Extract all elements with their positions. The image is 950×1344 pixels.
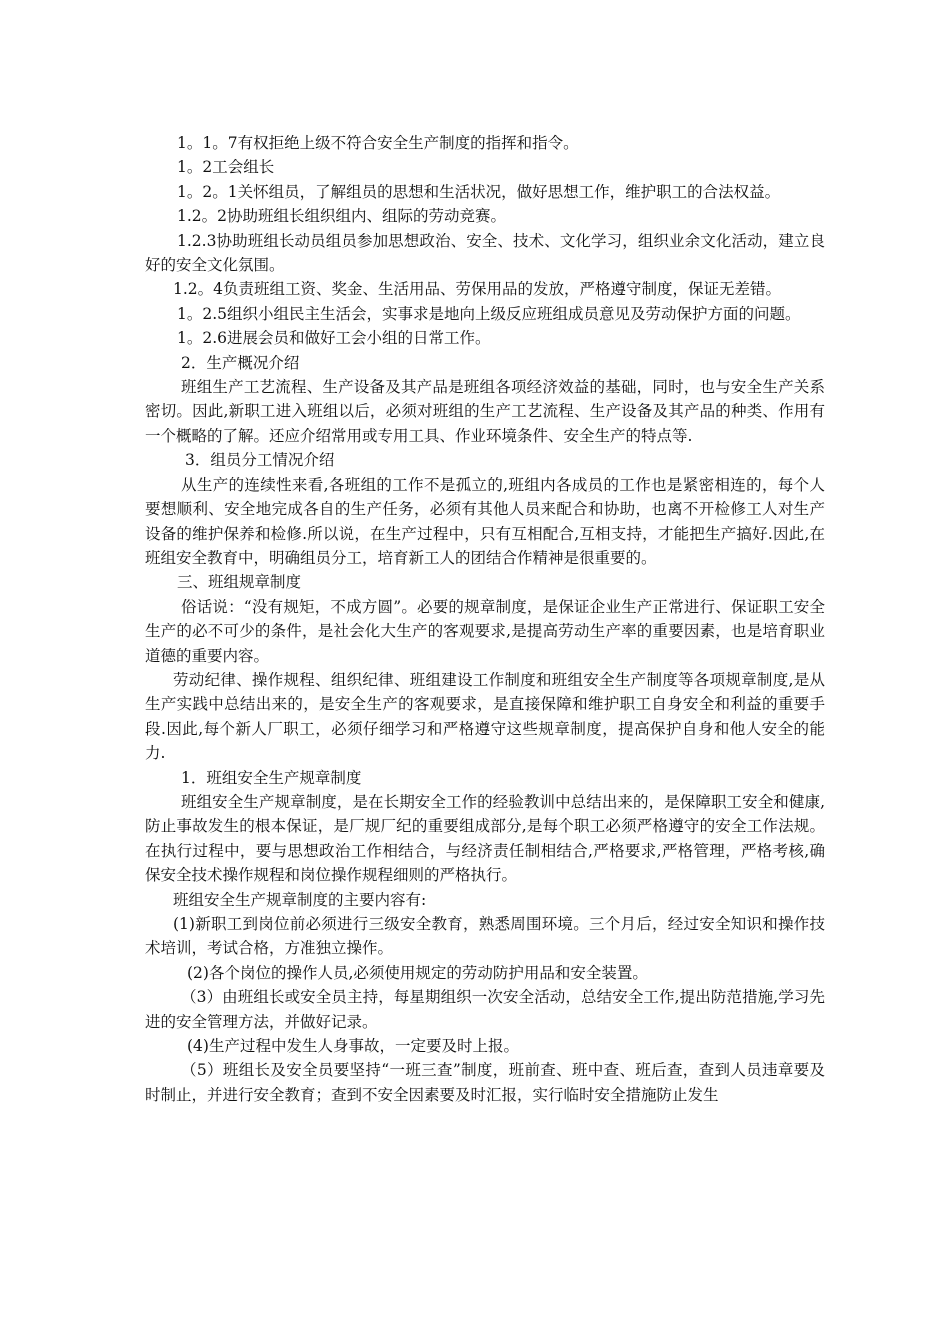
list-item: (2)各个岗位的操作人员,必须使用规定的劳动防护用品和安全装置。: [187, 963, 648, 982]
paragraph: 1。2.6进展会员和做好工会小组的日常工作。: [177, 329, 491, 348]
list-item: （5）班组长及安全员要坚持“一班三查”制度，班前查、班中查、班后查，查到人员违章要及时制止，并进行安全教育；查到不安全因素要及时汇报，实行临时安全措施防止发生: [145, 1061, 825, 1104]
list-item: (1)新职工到岗位前必须进行三级安全教育，熟悉周围环境。三个月后，经过安全知识和操作技术培训，考试合格，方准独立操作。: [145, 915, 825, 958]
paragraph: 1.2。4负责班组工资、奖金、生活用品、劳保用品的发放，严格遵守制度，保证无差错。: [173, 280, 782, 299]
section-heading: 1．班组安全生产规章制度: [181, 768, 362, 787]
paragraph: 1。1。7有权拒绝上级不符合安全生产制度的指挥和指令。: [177, 134, 579, 152]
document-body: [145, 131, 825, 1107]
paragraph: 俗话说：“没有规矩，不成方圆”。必要的规章制度，是保证企业生产正常进行、保证职工安全生产的必不可少的条件，是社会化大生产的客观要求,是提高劳动生产率的重要因素，也是培育职业道德的重要内容。: [145, 597, 825, 665]
section-heading: 3．组员分工情况介绍: [185, 451, 335, 470]
section-heading: 1。2工会组长: [177, 158, 275, 177]
paragraph: 劳动纪律、操作规程、组织纪律、班组建设工作制度和班组安全生产制度等各项规章制度,是从生产实践中总结出来的，是安全生产的客观要求，是直接保障和维护职工自身安全和利益的重要手段.因此,每个新人厂职工，必须仔细学习和严格遵守这些规章制度，提高保护自身和他人安全的能力.: [145, 670, 825, 763]
paragraph: 从生产的连续性来看,各班组的工作不是孤立的,班组内各成员的工作也是紧密相连的，每个人要想顺利、安全地完成各自的生产任务，必须有其他人员来配合和协助，也离不开检修工人对生产设备的维护保养和检修.所以说，在生产过程中，只有互相配合,互相支持，才能把生产搞好.因此,在班组安全教育中，明确组员分工，培育新工人的团结合作精神是很重要的。: [145, 475, 825, 567]
paragraph: 班组生产工艺流程、生产设备及其产品是班组各项经济效益的基础，同时，也与安全生产关系密切。因此,新职工进入班组以后，必须对班组的生产工艺流程、生产设备及其产品的种类、作用有一个概略的了解。还应介绍常用或专用工具、作业环境条件、安全生产的特点等.: [145, 378, 825, 445]
paragraph: 1.2。2协助班组长组织组内、组际的劳动竞赛。: [177, 207, 507, 226]
section-heading: 三、班组规章制度: [177, 573, 302, 592]
list-item: （3）由班组长或安全员主持，每星期组织一次安全活动，总结安全工作,提出防范措施,学习先进的安全管理方法，并做好记录。: [145, 988, 825, 1031]
list-item: (4)生产过程中发生人身事故，一定要及时上报。: [187, 1037, 519, 1056]
paragraph: 1.2.3协助班组长动员组员参加思想政治、安全、技术、文化学习，组织业余文化活动，建立良好的安全文化氛围。: [145, 231, 825, 275]
paragraph: 班组安全生产规章制度的主要内容有:: [173, 890, 427, 909]
section-heading: 2．生产概况介绍: [181, 353, 300, 372]
paragraph: 1。2。1关怀组员，了解组员的思想和生活状况，做好思想工作，维护职工的合法权益。: [177, 182, 781, 201]
paragraph: 1。2.5组织小组民主生活会，实事求是地向上级反应班组成员意见及劳动保护方面的问题。: [177, 304, 801, 323]
paragraph: 班组安全生产规章制度，是在长期安全工作的经验教训中总结出来的，是保障职工安全和健康,防止事故发生的根本保证，是厂规厂纪的重要组成部分,是每个职工必须严格遵守的安全工作法规。在执行过程中，要与思想政治工作相结合，与经济责任制相结合,严格要求,严格管理，严格考核,确保安全技术操作规程和岗位操作规程细则的严格执行。: [145, 792, 825, 885]
